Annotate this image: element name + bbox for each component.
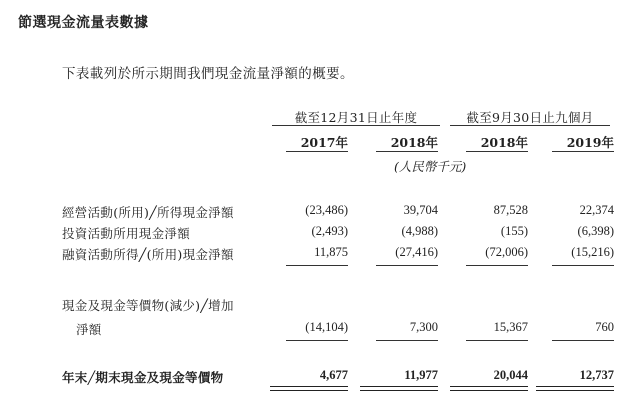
table-cell: 11,875 — [314, 245, 348, 259]
table-cell: (4,988) — [401, 224, 438, 238]
subtotal-rule — [466, 265, 528, 266]
group-rule-nine-month — [450, 125, 610, 126]
table-cell: (23,486) — [305, 203, 348, 217]
table-cell: 20,044 — [493, 368, 528, 382]
total-double-rule — [450, 386, 528, 391]
year-header: 2018年 — [480, 135, 528, 150]
year-header: 2019年 — [566, 135, 614, 150]
row-label-operating: 經營活動(所用)╱所得現金淨額 — [62, 205, 234, 220]
subtotal-rule — [376, 340, 438, 341]
subtotal-rule — [552, 340, 614, 341]
year-header: 2018年 — [390, 135, 438, 150]
table-cell: (2,493) — [311, 224, 348, 238]
table-cell: 11,977 — [404, 368, 438, 382]
table-cell: 87,528 — [493, 203, 528, 217]
row-label-net-change-cont: 淨額 — [76, 322, 102, 337]
subtotal-rule — [552, 265, 614, 266]
table-cell: 15,367 — [493, 320, 528, 334]
group-rule-year-end — [272, 125, 440, 126]
table-cell: (15,216) — [571, 245, 614, 259]
year-rule — [552, 151, 614, 152]
total-double-rule — [536, 386, 614, 391]
table-cell: 12,737 — [579, 368, 614, 382]
group-header-year-end: 截至12月31日止年度 — [294, 110, 418, 125]
group-header-nine-month: 截至9月30日止九個月 — [466, 110, 594, 125]
year-rule — [286, 151, 348, 152]
table-cell: 760 — [595, 320, 614, 334]
row-label-financing: 融資活動所得╱(所用)現金淨額 — [62, 247, 234, 262]
subtotal-rule — [286, 265, 348, 266]
table-cell: (14,104) — [305, 320, 348, 334]
table-cell: 39,704 — [403, 203, 438, 217]
row-label-investing: 投資活動所用現金淨額 — [62, 226, 191, 241]
section-heading: 節選現金流量表數據 — [18, 15, 149, 31]
subtotal-rule — [286, 340, 348, 341]
table-cell: (27,416) — [395, 245, 438, 259]
year-rule — [376, 151, 438, 152]
table-cell: 22,374 — [579, 203, 614, 217]
unit-label: (人民幣千元) — [394, 159, 467, 174]
total-double-rule — [360, 386, 438, 391]
table-cell: (155) — [500, 224, 528, 238]
subtotal-rule — [466, 340, 528, 341]
table-cell: (72,006) — [485, 245, 528, 259]
intro-paragraph: 下表載列於所示期間我們現金流量淨額的概要。 — [62, 66, 354, 82]
subtotal-rule — [376, 265, 438, 266]
table-cell: 4,677 — [319, 368, 348, 382]
row-label-ending-cash: 年末╱期末現金及現金等價物 — [62, 370, 224, 385]
table-cell: (6,398) — [577, 224, 614, 238]
table-cell: 7,300 — [409, 320, 438, 334]
year-header: 2017年 — [300, 135, 348, 150]
row-label-net-change: 現金及現金等價物(減少)╱增加 — [62, 298, 234, 313]
year-rule — [466, 151, 528, 152]
total-double-rule — [270, 386, 348, 391]
